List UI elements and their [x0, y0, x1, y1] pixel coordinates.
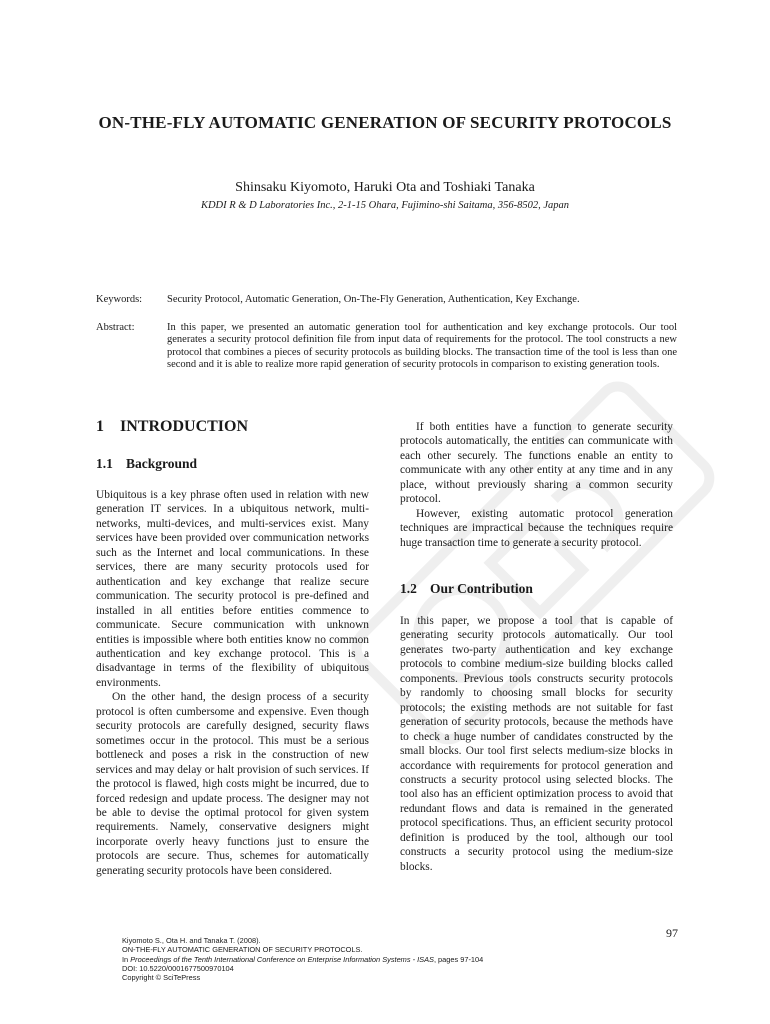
section-heading-introduction: [96, 418, 248, 436]
section-title: INTRODUCTION: [120, 418, 249, 435]
citation-title: ON-THE-FLY AUTOMATIC GENERATION OF SECURITY PROTOCOLS.: [122, 945, 363, 955]
contribution-text: [400, 614, 673, 874]
background-text-right: [400, 420, 673, 550]
citation-doi: DOI: 10.5220/0001677500970104: [122, 963, 234, 973]
subsection-number: 1.1: [96, 456, 113, 471]
paper-title: ON-THE-FLY AUTOMATIC GENERATION OF SECURITY PROTOCOLS: [98, 113, 672, 132]
background-paragraph-3: If both entities have a function to generate security protocols automatically, the entities can communicate with each other securely. The functions enable an entity to communicate with any other entity at any time and in any place, without previously sharing a common security protocol.: [400, 421, 673, 506]
background-paragraph-2: On the other hand, the design process of a security protocol is often cumbersome and expensive. Even though security protocols are carefully designed, security flaws sometimes occur in the protocol. This must be a serious bottleneck and poses a risk in the construction of new services and may delay or halt provision of such services. If the protocol is flawed, high costs might be incurred, due to forced redesign and update process. The designer may not be able to devise the optimal protocol for given system requirements. Namely, conservative designers might incorporate overly heavy functions just to ensure the protocols are secure. Thus, schemes for automatically generating security protocols have been considered.: [96, 691, 369, 877]
abstract-label: Abstract:: [96, 322, 135, 333]
page-number: 97: [666, 926, 678, 940]
background-text-left: [96, 488, 369, 878]
contribution-paragraph-1: In this paper, we propose a tool that is capable of generating security protocols automatically. Our tool generates two-party authentication and key exchange protocols to combine medium-size building blocks called components. Previous tools constructs security protocols by randomly to choosing small blocks for security protocols; the existing methods are not suitable for fast generation of security protocols, because the methods have to check a huge number of candidates constructed by the small blocks. Our tool first selects medium-size blocks in accordance with requirements for protocol generation and constructs a security protocol using selected blocks. The tool also has an efficient optimization process to avoid that redundant flows and data is remained in the generated protocol specifications. Thus, an efficient security protocol definition is produced by the tool, although our tool constructs a security protocol using the medium-size blocks.: [400, 615, 673, 873]
background-paragraph-4: However, existing automatic protocol generation techniques are impractical because the techniques require huge transaction time to generate a security protocol.: [400, 507, 673, 549]
background-paragraph-1: Ubiquitous is a key phrase often used in relation with new generation IT services. In a ubiquitous network, multi-networks, multi-devices, and multi-services exist. Many services have been provided over communication networks such as the Internet and local communications. In these services, there are many security protocols used for authentication and key exchange that realize secure communication. The security protocol is pre-defined and installed in all entities before entities commence to communicate. Secure communication with unknown entities is impossible where both entities know no common authentication and key exchange protocol. This is a disadvantage in terms of the flexibility of ubiquitous environments.: [96, 489, 369, 689]
abstract-text: In this paper, we presented an automatic generation tool for authentication and key exchange protocols. Our tool generates a security protocol definition file from input data of requirements for the protocol. The tool constructs a new protocol that combines a pieces of security protocols as building blocks. The transaction time of the tool is less than one second and it is able to realize more rapid generation of security protocols in comparison to existing generation tools.: [167, 322, 677, 370]
paper-affiliation: KDDI R & D Laboratories Inc., 2-1-15 Ohara, Fujimino-shi Saitama, 356-8502, Japan: [200, 200, 570, 211]
citation-copyright: Copyright © SciTePress: [122, 973, 201, 983]
subsection-title: Background: [126, 456, 198, 471]
keywords-label: Keywords:: [96, 294, 143, 305]
subsection-heading-our-contribution: [400, 581, 533, 597]
subsection-heading-background: [96, 456, 197, 472]
citation-venue: In Proceedings of the Tenth International Conference on Enterprise Information Systems - ISAS, pages 97-104: [122, 954, 484, 964]
citation-proceedings: Proceedings of the Tenth International Conference on Enterprise Information Systems - ISAS: [130, 954, 434, 964]
citation-authors: Kiyomoto S., Ota H. and Tanaka T. (2008).: [122, 936, 261, 945]
paper-authors: Shinsaku Kiyomoto, Haruki Ota and Toshiaki Tanaka: [235, 180, 535, 195]
subsection-title: Our Contribution: [430, 581, 533, 596]
keywords-text: Security Protocol, Automatic Generation, On-The-Fly Generation, Authentication, Key Exchange.: [167, 294, 580, 305]
section-number: 1: [96, 418, 104, 435]
citation-footer: [122, 936, 582, 982]
subsection-number: 1.2: [400, 581, 417, 596]
